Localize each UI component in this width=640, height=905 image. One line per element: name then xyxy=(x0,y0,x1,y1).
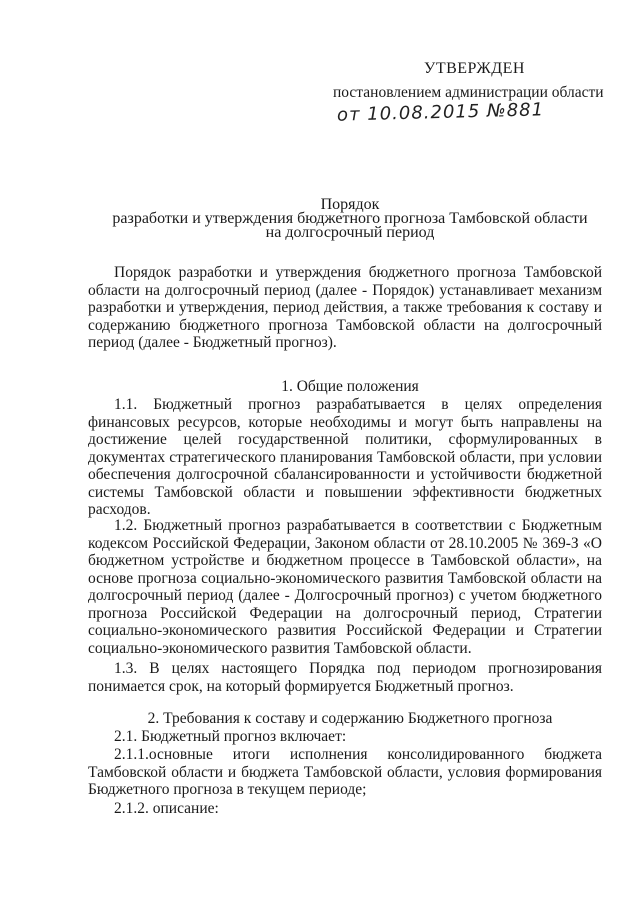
intro-paragraph: Порядок разработки и утверждения бюджетного прогноза Тамбовской области на долгосрочный период (далее - Порядок) устанавливает механизм разработки и утверждения, период действия, а также требования к составу и содержанию бюджетного прогноза Тамбовской области на долгосрочный период (далее - Бюджетный прогноз). xyxy=(88,264,602,351)
section-2-heading: 2. Требования к составу и содержанию Бюджетного прогноза xyxy=(147,710,553,727)
section-1-heading: 1. Общие положения xyxy=(281,378,419,395)
paragraph-2-1-2: 2.1.2. описание: xyxy=(114,800,219,817)
approved-label: УТВЕРЖДЕН xyxy=(424,60,525,77)
paragraph-1-2: 1.2. Бюджетный прогноз разрабатывается в соответствии с Бюджетным кодексом Российской Федерации, Законом области от 28.10.2005 № 369-З «О бюджетном устройстве и бюджетном процессе в Тамбовской области», на основе прогноза социально-экономического развития Тамбовской области на долгосрочный период (далее - Долгосрочный прогноз) с учетом бюджетного прогноза Российской Федерации на долгосрочный период, Стратегии социально-экономического развития Российской Федерации и Стратегии социально-экономического развития Тамбовской области. xyxy=(88,517,602,657)
paragraph-1-3: 1.3. В целях настоящего Порядка под периодом прогнозирования понимается срок, на который формируется Бюджетный прогноз. xyxy=(88,660,602,695)
approved-by-text: постановлением администрации области xyxy=(333,84,604,101)
paragraph-1-1: 1.1. Бюджетный прогноз разрабатывается в целях определения финансовых ресурсов, которые необходимы и могут быть направлены на достижение целей государственной политики, сформулированных в документах стратегического планирования Тамбовской области, при условии обеспечения долгосрочной сбалансированности и устойчивости бюджетной системы Тамбовской области и повышении эффективности бюджетных расходов. xyxy=(88,396,602,518)
handwritten-date-number: от 10.08.2015 №881 xyxy=(336,99,545,126)
document-title: Порядок xyxy=(320,196,380,213)
paragraph-2-1-1: 2.1.1.основные итоги исполнения консолидированного бюджета Тамбовской области и бюджета Тамбовской области, условия формирования Бюджетного прогноза в текущем периоде; xyxy=(88,746,602,798)
paragraph-2-1: 2.1. Бюджетный прогноз включает: xyxy=(114,728,347,745)
document-subtitle-line1: разработки и утверждения бюджетного прогноза Тамбовской области xyxy=(112,210,588,227)
document-subtitle-line2: на долгосрочный период xyxy=(265,224,435,241)
